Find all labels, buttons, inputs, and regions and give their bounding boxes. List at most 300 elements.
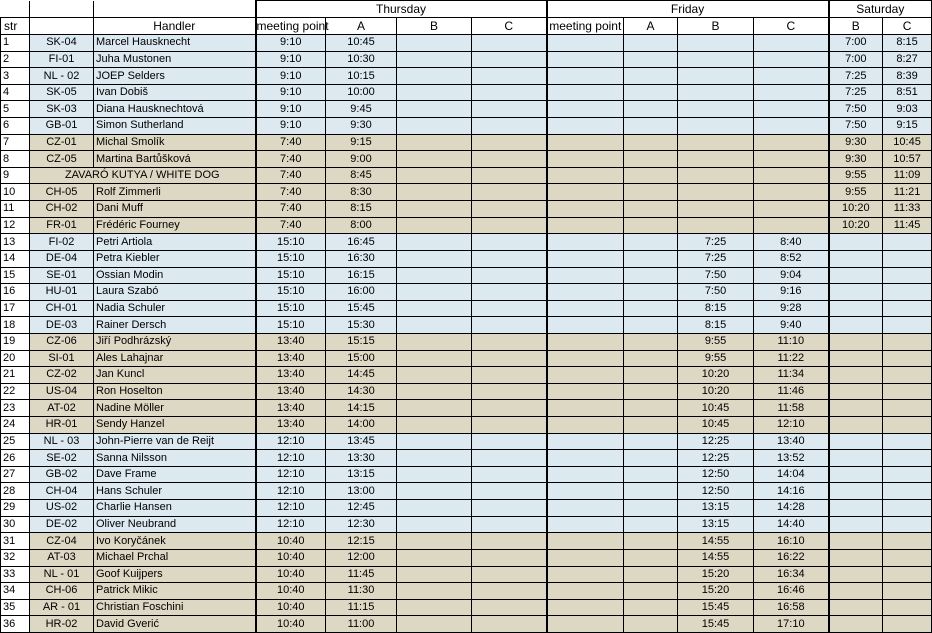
fri-c-cell (754, 184, 829, 201)
fri-a-cell (624, 300, 678, 317)
thu-meeting-point-cell: 10:40 (256, 583, 326, 600)
thu-a-cell: 14:00 (326, 417, 397, 434)
team-code-cell: DE-03 (30, 317, 94, 334)
fri-meeting-point-cell (547, 284, 624, 301)
thu-a-cell: 12:45 (326, 500, 397, 517)
team-code-cell: AT-03 (30, 549, 94, 566)
thu-b-cell (397, 84, 472, 101)
sat-b-cell (829, 450, 883, 467)
fri-c-cell: 9:16 (754, 284, 829, 301)
thu-a-header: A (326, 18, 397, 35)
sat-c-cell: 9:03 (883, 101, 932, 118)
start-number-cell: 31 (1, 533, 30, 550)
team-code-cell: CZ-04 (30, 533, 94, 550)
table-row (1, 433, 932, 450)
thu-meeting-point-cell: 9:10 (256, 118, 326, 135)
handler-cell: Laura Szabó (94, 284, 256, 301)
fri-b-cell (678, 51, 754, 68)
team-code-cell: CH-05 (30, 184, 94, 201)
thu-b-cell (397, 549, 472, 566)
fri-b-cell (678, 35, 754, 52)
handler-cell: Dani Muff (94, 201, 256, 218)
thu-a-cell: 10:00 (326, 84, 397, 101)
fri-a-cell (624, 483, 678, 500)
fri-meeting-point-cell (547, 599, 624, 616)
fri-c-cell: 11:34 (754, 367, 829, 384)
table-row (1, 118, 932, 135)
thu-c-cell (472, 134, 547, 151)
thu-b-cell (397, 201, 472, 218)
thu-b-cell (397, 417, 472, 434)
sat-c-cell: 10:57 (883, 151, 932, 168)
table-row (1, 250, 932, 267)
sat-b-cell: 10:20 (829, 201, 883, 218)
team-code-cell: CH-04 (30, 483, 94, 500)
fri-meeting-point-cell (547, 500, 624, 517)
handler-cell: Charlie Hansen (94, 500, 256, 517)
fri-b-cell: 14:55 (678, 549, 754, 566)
fri-a-cell (624, 433, 678, 450)
fri-c-cell (754, 134, 829, 151)
fri-c-cell: 16:58 (754, 599, 829, 616)
team-code-cell: FI-02 (30, 234, 94, 251)
thu-meeting-point-cell: 7:40 (256, 167, 326, 184)
sat-b-cell (829, 417, 883, 434)
fri-meeting-point-cell (547, 583, 624, 600)
table-row (1, 300, 932, 317)
table-row (1, 167, 932, 184)
start-number-cell: 9 (1, 167, 30, 184)
sat-c-cell (883, 566, 932, 583)
fri-b-cell: 9:55 (678, 350, 754, 367)
fri-c-cell (754, 118, 829, 135)
fri-a-cell (624, 184, 678, 201)
thu-c-cell (472, 300, 547, 317)
thu-c-cell (472, 267, 547, 284)
thu-a-cell: 11:30 (326, 583, 397, 600)
handler-cell: Frédéric Fourney (94, 217, 256, 234)
thu-a-cell: 8:30 (326, 184, 397, 201)
fri-c-cell: 9:04 (754, 267, 829, 284)
fri-c-cell: 11:58 (754, 400, 829, 417)
fri-meeting-point-cell (547, 217, 624, 234)
fri-c-cell: 16:22 (754, 549, 829, 566)
team-code-cell: CH-02 (30, 201, 94, 218)
fri-c-cell: 13:40 (754, 433, 829, 450)
thu-b-cell (397, 566, 472, 583)
thu-a-cell: 14:15 (326, 400, 397, 417)
fri-b-cell (678, 118, 754, 135)
fri-c-cell: 14:04 (754, 466, 829, 483)
fri-b-cell (678, 151, 754, 168)
fri-b-cell: 8:15 (678, 317, 754, 334)
table-row (1, 317, 932, 334)
fri-meeting-point-cell (547, 549, 624, 566)
sat-c-cell: 8:15 (883, 35, 932, 52)
handler-cell: Petra Kiebler (94, 250, 256, 267)
thu-c-cell (472, 483, 547, 500)
fri-c-cell: 8:40 (754, 234, 829, 251)
sat-c-cell (883, 350, 932, 367)
team-code-cell: AT-02 (30, 400, 94, 417)
fri-a-cell (624, 500, 678, 517)
handler-cell: John-Pierre van de Reijt (94, 433, 256, 450)
start-number-cell: 20 (1, 350, 30, 367)
fri-meeting-point-cell (547, 184, 624, 201)
sat-c-cell: 8:51 (883, 84, 932, 101)
table-row (1, 417, 932, 434)
start-number-cell: 15 (1, 267, 30, 284)
team-code-cell: CZ-02 (30, 367, 94, 384)
team-code-cell: US-04 (30, 383, 94, 400)
table-row (1, 466, 932, 483)
sat-b-cell: 9:55 (829, 184, 883, 201)
fri-b-cell (678, 68, 754, 85)
team-code-cell: SK-03 (30, 101, 94, 118)
fri-c-cell: 13:52 (754, 450, 829, 467)
thu-b-cell (397, 151, 472, 168)
saturday-header: Saturday (829, 1, 932, 18)
fri-c-cell: 9:28 (754, 300, 829, 317)
handler-header: Handler (94, 18, 256, 35)
thu-meeting-point-cell: 10:40 (256, 549, 326, 566)
sat-b-cell (829, 483, 883, 500)
thu-meeting-point-cell: 7:40 (256, 201, 326, 218)
table-row (1, 151, 932, 168)
thu-b-cell (397, 599, 472, 616)
start-number-cell: 29 (1, 500, 30, 517)
team-code-cell: US-02 (30, 500, 94, 517)
fri-a-header: A (624, 18, 678, 35)
thu-c-cell (472, 51, 547, 68)
thu-b-cell (397, 583, 472, 600)
fri-b-cell: 12:50 (678, 483, 754, 500)
sat-b-header: B (829, 18, 883, 35)
thu-a-cell: 9:30 (326, 118, 397, 135)
sat-c-header: C (883, 18, 932, 35)
sat-b-cell (829, 284, 883, 301)
table-row (1, 516, 932, 533)
start-number-cell: 7 (1, 134, 30, 151)
fri-meeting-point-cell (547, 566, 624, 583)
team-code-cell: GB-02 (30, 466, 94, 483)
table-row (1, 267, 932, 284)
fri-a-cell (624, 450, 678, 467)
sat-c-cell (883, 433, 932, 450)
table-row (1, 583, 932, 600)
table-row (1, 134, 932, 151)
table-row (1, 217, 932, 234)
thu-c-cell (472, 35, 547, 52)
thu-c-cell (472, 284, 547, 301)
fri-meeting-point-cell (547, 267, 624, 284)
fri-a-cell (624, 599, 678, 616)
fri-a-cell (624, 350, 678, 367)
thu-c-cell (472, 350, 547, 367)
table-row (1, 84, 932, 101)
fri-c-header: C (754, 18, 829, 35)
sat-b-cell: 9:55 (829, 167, 883, 184)
start-number-cell: 25 (1, 433, 30, 450)
fri-c-cell: 11:22 (754, 350, 829, 367)
thu-c-cell (472, 583, 547, 600)
fri-meeting-point-cell (547, 250, 624, 267)
team-code-cell: NL - 02 (30, 68, 94, 85)
thu-b-cell (397, 134, 472, 151)
thu-meeting-point-cell: 9:10 (256, 51, 326, 68)
start-number-cell: 36 (1, 616, 30, 633)
handler-cell: Simon Sutherland (94, 118, 256, 135)
fri-c-cell: 16:46 (754, 583, 829, 600)
fri-meeting-point-cell (547, 533, 624, 550)
start-number-cell: 17 (1, 300, 30, 317)
handler-cell: Nadine Möller (94, 400, 256, 417)
handler-cell: Oliver Neubrand (94, 516, 256, 533)
sat-b-cell (829, 599, 883, 616)
sat-c-cell: 8:39 (883, 68, 932, 85)
handler-cell: Michal Smolík (94, 134, 256, 151)
thu-meeting-point-cell: 7:40 (256, 134, 326, 151)
fri-b-cell: 10:45 (678, 417, 754, 434)
thu-a-cell: 12:30 (326, 516, 397, 533)
fri-b-cell: 8:15 (678, 300, 754, 317)
str-header: str (1, 18, 30, 35)
day-header-row (1, 1, 932, 18)
team-code-cell: FI-01 (30, 51, 94, 68)
start-number-cell: 5 (1, 101, 30, 118)
fri-a-cell (624, 118, 678, 135)
team-code-cell: NL - 01 (30, 566, 94, 583)
fri-c-cell: 14:16 (754, 483, 829, 500)
fri-a-cell (624, 333, 678, 350)
fri-b-cell: 14:55 (678, 533, 754, 550)
fri-meeting-point-cell (547, 300, 624, 317)
thu-a-cell: 10:45 (326, 35, 397, 52)
fri-c-cell (754, 101, 829, 118)
fri-b-cell (678, 201, 754, 218)
sat-c-cell: 11:45 (883, 217, 932, 234)
table-row (1, 234, 932, 251)
thu-a-cell: 15:30 (326, 317, 397, 334)
sat-b-cell (829, 549, 883, 566)
fri-c-cell (754, 35, 829, 52)
start-number-cell: 4 (1, 84, 30, 101)
table-row (1, 367, 932, 384)
fri-a-cell (624, 533, 678, 550)
start-number-cell: 32 (1, 549, 30, 566)
table-row (1, 101, 932, 118)
fri-b-cell: 15:45 (678, 599, 754, 616)
fri-b-cell: 12:25 (678, 450, 754, 467)
thu-meeting-point-cell: 13:40 (256, 350, 326, 367)
team-code-cell: CH-01 (30, 300, 94, 317)
sat-c-cell (883, 300, 932, 317)
team-code-cell: CH-06 (30, 583, 94, 600)
fri-meeting-point-cell (547, 35, 624, 52)
fri-meeting-point-cell (547, 383, 624, 400)
fri-b-cell: 7:25 (678, 250, 754, 267)
fri-b-cell (678, 217, 754, 234)
fri-c-cell (754, 84, 829, 101)
fri-c-cell: 11:46 (754, 383, 829, 400)
thu-meeting-point-cell: 10:40 (256, 616, 326, 633)
thu-c-cell (472, 68, 547, 85)
thu-meeting-point-cell: 9:10 (256, 84, 326, 101)
sat-c-cell (883, 417, 932, 434)
fri-a-cell (624, 549, 678, 566)
thu-b-cell (397, 267, 472, 284)
fri-a-cell (624, 417, 678, 434)
thu-meeting-point-cell: 7:40 (256, 151, 326, 168)
thu-a-cell: 11:00 (326, 616, 397, 633)
handler-cell: Patrick Mikic (94, 583, 256, 600)
fri-meeting-point-cell (547, 516, 624, 533)
start-number-cell: 6 (1, 118, 30, 135)
sat-b-cell (829, 350, 883, 367)
thu-c-cell (472, 101, 547, 118)
table-row (1, 500, 932, 517)
sat-c-cell (883, 317, 932, 334)
thu-a-cell: 16:00 (326, 284, 397, 301)
fri-b-header: B (678, 18, 754, 35)
thu-b-cell (397, 516, 472, 533)
thu-c-cell (472, 317, 547, 334)
sat-c-cell (883, 367, 932, 384)
fri-c-cell (754, 217, 829, 234)
thu-meeting-point-cell: 15:10 (256, 250, 326, 267)
table-row (1, 450, 932, 467)
start-number-cell: 18 (1, 317, 30, 334)
handler-cell: Ivo Koryčánek (94, 533, 256, 550)
thu-c-cell (472, 118, 547, 135)
sat-b-cell: 7:00 (829, 35, 883, 52)
sat-c-cell (883, 549, 932, 566)
fri-a-cell (624, 267, 678, 284)
sat-c-cell (883, 400, 932, 417)
fri-a-cell (624, 566, 678, 583)
thu-a-cell: 9:15 (326, 134, 397, 151)
thu-c-cell (472, 450, 547, 467)
thu-meeting-point-cell: 9:10 (256, 101, 326, 118)
thu-b-cell (397, 167, 472, 184)
handler-cell: Ron Hoselton (94, 383, 256, 400)
fri-b-cell: 13:15 (678, 500, 754, 517)
thu-a-cell: 15:15 (326, 333, 397, 350)
sat-b-cell: 10:20 (829, 217, 883, 234)
table-row (1, 566, 932, 583)
thu-c-cell (472, 184, 547, 201)
sat-b-cell: 7:50 (829, 118, 883, 135)
thu-c-cell (472, 400, 547, 417)
team-code-cell: SK-04 (30, 35, 94, 52)
fri-b-cell: 7:50 (678, 284, 754, 301)
sat-c-cell: 11:21 (883, 184, 932, 201)
thu-meeting-point-cell: 13:40 (256, 333, 326, 350)
handler-cell: Rainer Dersch (94, 317, 256, 334)
sat-c-cell (883, 450, 932, 467)
sat-b-cell (829, 317, 883, 334)
thu-b-cell (397, 284, 472, 301)
start-number-cell: 16 (1, 284, 30, 301)
fri-b-cell: 12:50 (678, 466, 754, 483)
thu-a-cell: 11:45 (326, 566, 397, 583)
sat-b-cell (829, 383, 883, 400)
thu-a-cell: 12:00 (326, 549, 397, 566)
start-number-cell: 3 (1, 68, 30, 85)
thu-c-cell (472, 533, 547, 550)
sat-b-cell: 9:30 (829, 151, 883, 168)
fri-b-cell (678, 84, 754, 101)
fri-a-cell (624, 167, 678, 184)
start-number-cell: 11 (1, 201, 30, 218)
handler-cell: Hans Schuler (94, 483, 256, 500)
fri-b-cell: 10:20 (678, 367, 754, 384)
thu-a-cell: 13:15 (326, 466, 397, 483)
thursday-header: Thursday (256, 1, 547, 18)
sat-c-cell (883, 234, 932, 251)
fri-c-cell: 17:10 (754, 616, 829, 633)
handler-cell: Dave Frame (94, 466, 256, 483)
friday-header: Friday (547, 1, 829, 18)
start-number-cell: 10 (1, 184, 30, 201)
fri-b-cell: 12:25 (678, 433, 754, 450)
fri-b-cell: 13:15 (678, 516, 754, 533)
table-row (1, 383, 932, 400)
sat-c-cell (883, 333, 932, 350)
fri-a-cell (624, 516, 678, 533)
sat-b-cell (829, 400, 883, 417)
fri-c-cell: 9:40 (754, 317, 829, 334)
thu-a-cell: 8:45 (326, 167, 397, 184)
sat-c-cell (883, 516, 932, 533)
fri-meeting-point-cell (547, 317, 624, 334)
start-number-cell: 35 (1, 599, 30, 616)
thu-c-cell (472, 201, 547, 218)
thu-c-cell (472, 217, 547, 234)
sat-c-cell (883, 466, 932, 483)
handler-cell: Marcel Hausknecht (94, 35, 256, 52)
thu-b-cell (397, 118, 472, 135)
thu-c-cell (472, 333, 547, 350)
thu-meeting-point-cell: 12:10 (256, 516, 326, 533)
sat-b-cell (829, 566, 883, 583)
thu-c-cell (472, 433, 547, 450)
thu-c-cell (472, 151, 547, 168)
fri-a-cell (624, 134, 678, 151)
start-number-cell: 13 (1, 234, 30, 251)
thu-a-cell: 15:00 (326, 350, 397, 367)
team-code-cell: SI-01 (30, 350, 94, 367)
sat-c-cell: 8:27 (883, 51, 932, 68)
thu-b-cell (397, 300, 472, 317)
thu-b-cell (397, 450, 472, 467)
thu-meeting-point-cell: 15:10 (256, 267, 326, 284)
thu-b-cell (397, 350, 472, 367)
sat-b-cell: 7:25 (829, 68, 883, 85)
thu-c-cell (472, 599, 547, 616)
fri-c-cell: 14:40 (754, 516, 829, 533)
handler-cell: David Gverić (94, 616, 256, 633)
thu-b-cell (397, 35, 472, 52)
fri-a-cell (624, 250, 678, 267)
fri-meeting-point-cell (547, 433, 624, 450)
start-number-cell: 19 (1, 333, 30, 350)
handler-cell: Juha Mustonen (94, 51, 256, 68)
thu-meeting-point-cell: 15:10 (256, 300, 326, 317)
thu-meeting-point-cell: 12:10 (256, 450, 326, 467)
table-row (1, 35, 932, 52)
fri-a-cell (624, 466, 678, 483)
